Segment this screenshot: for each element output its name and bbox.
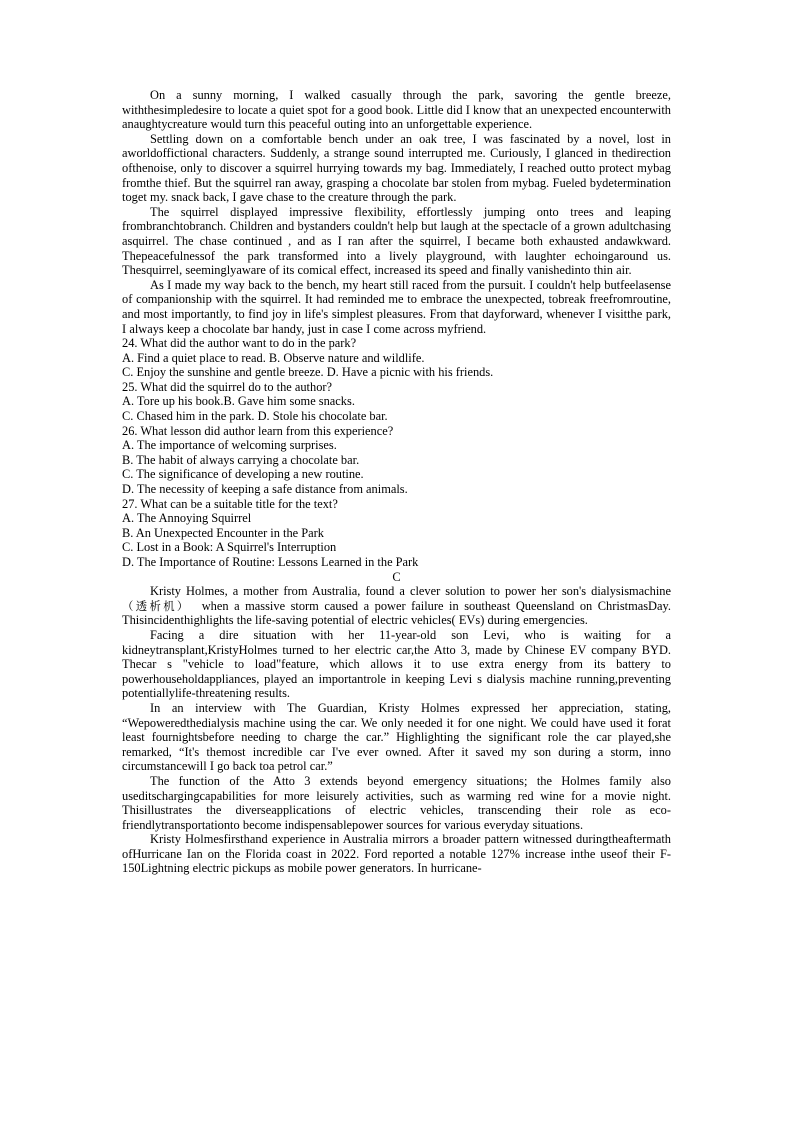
question-option-line[interactable]: A. Tore up his book.B. Gave him some snacks.	[122, 394, 355, 409]
passage-paragraph: In an interview with The Guardian, Kristy Holmes expressed her appreciation, stating, “Wepoweredthedialysis machine using the car. We only needed it for one night. We could have used it forat least fournightsbefore needing to charge the car.” Highlighting the significant role the car played,she remarked, “It's themost incredible car I've ever owned. After it saved my son during a storm, inno circumstancewill I go back toa petrol car.”	[122, 700, 671, 774]
page-content	[122, 88, 671, 876]
passage-paragraph	[122, 584, 671, 628]
section-heading-c: C	[392, 569, 401, 584]
question-block-24	[122, 336, 671, 380]
question-stem: 27. What can be a suitable title for the text?	[122, 496, 338, 511]
question-option-line[interactable]: A. The importance of welcoming surprises.	[122, 438, 337, 453]
paragraph-text-part: Kristy Holmes, a mother from Australia, found a clever solution to power her son's dialysismachine	[150, 584, 671, 599]
question-option-line[interactable]: A. Find a quiet place to read. B. Observe nature and wildlife.	[122, 350, 425, 365]
question-option-line[interactable]: A. The Annoying Squirrel	[122, 511, 252, 526]
passage-paragraph: Facing a dire situation with her 11-year-old son Levi, who is waiting for a kidneytransplant,KristyHolmes turned to her electric car,the Atto 3, made by Chinese EV company BYD. Thecar s "vehicle to load"feature, which allows it to use extra energy from its battery to powerhouseholdappliances, played an importantrole in keeping Levi s dialysis machine running,preventing potentiallylife-threatening results.	[122, 627, 671, 701]
question-block-26	[122, 424, 671, 497]
passage-paragraph: As I made my way back to the bench, my heart still raced from the pursuit. I couldn't help butfeelasense of companionship with the squirrel. It had reminded me to embrace the unexpected, tobreak freefromroutine, and most importantly, to find joy in life's simplest pleasures. From that dayforward, whenever I visitthe park, I always keep a chocolate bar handy, just in case I come across myfriend.	[122, 277, 671, 336]
question-stem: 26. What lesson did author learn from this experience?	[122, 423, 394, 438]
passage-paragraph: The function of the Atto 3 extends beyond emergency situations; the Holmes family also useditschargingcapabilities for more leisurely activities, such as warming red wine for a movie night. Thisillustrates the diverseapplications of electric vehicles, transcending their role as eco-friendlytransportationto become indispensablepower sources for various everyday situations.	[122, 773, 671, 832]
passage-paragraph: Kristy Holmesfirsthand experience in Australia mirrors a broader pattern witnessed duringtheaftermath ofHurricane Ian on the Florida coast in 2022. Ford reported a notable 127% increase inthe useof their F-150Lightning electric pickups as mobile power generators. In hurricane-	[122, 832, 671, 876]
question-option-line[interactable]: C. Enjoy the sunshine and gentle breeze. D. Have a picnic with his friends.	[122, 365, 494, 380]
question-option-line[interactable]: B. The habit of always carrying a chocolate bar.	[122, 452, 360, 467]
chinese-gloss: （透析机）	[122, 598, 191, 613]
passage-paragraph: The squirrel displayed impressive flexibility, effortlessly jumping onto trees and leaping frombranchtobranch. Children and bystanders couldn't help but laugh at the spectacle of a grown adultchasing asquirrel. The chase continued , and as I ran after the squirrel, I became both exhausted andawkward. Thepeacefulnessof the park transformed into a lively playground, with laughter echoingaround us. Thesquirrel, seeminglyaware of its comical effect, increased its speed and finally vanishedinto thin air.	[122, 204, 671, 278]
question-block-27	[122, 497, 671, 570]
question-stem: 24. What did the author want to do in the park?	[122, 336, 357, 351]
question-option-line[interactable]: B. An Unexpected Encounter in the Park	[122, 525, 324, 540]
question-stem: 25. What did the squirrel do to the author?	[122, 379, 333, 394]
question-option-line[interactable]: D. The Importance of Routine: Lessons Learned in the Park	[122, 555, 419, 569]
question-option-line[interactable]: C. The significance of developing a new routine.	[122, 467, 364, 482]
paragraph-text-part: when a massive storm caused a power failure in southeast Queensland on ChristmasDay. Thisincidenthighlights the life-saving potential of electric vehicles( EVs) during emergencies.	[122, 598, 671, 628]
question-option-line[interactable]: D. The necessity of keeping a safe distance from animals.	[122, 482, 408, 497]
question-block-25	[122, 380, 671, 424]
question-option-line[interactable]: C. Lost in a Book: A Squirrel's Interruption	[122, 540, 337, 555]
question-option-line[interactable]: C. Chased him in the park. D. Stole his chocolate bar.	[122, 409, 388, 424]
passage-paragraph: On a sunny morning, I walked casually through the park, savoring the gentle breeze, withthesimpledesire to locate a quiet spot for a good book. Little did I know that an unexpected encounterwith anaughtycreature would turn this peaceful outing into an unforgettable experience.	[122, 88, 671, 132]
passage-paragraph: Settling down on a comfortable bench under an oak tree, I was fascinated by a novel, lost in aworldoffictional characters. Suddenly, a strange sound interrupted me. Curiously, I glanced in thedirection ofthenoise, only to discover a squirrel hurrying towards my bag. Immediately, I reached outto protect mybag fromthe thief. But the squirrel ran away, grasping a chocolate bar stolen from mybag. Fueled bydetermination toget my. snack back, I gave chase to the creature through the park.	[122, 131, 671, 205]
